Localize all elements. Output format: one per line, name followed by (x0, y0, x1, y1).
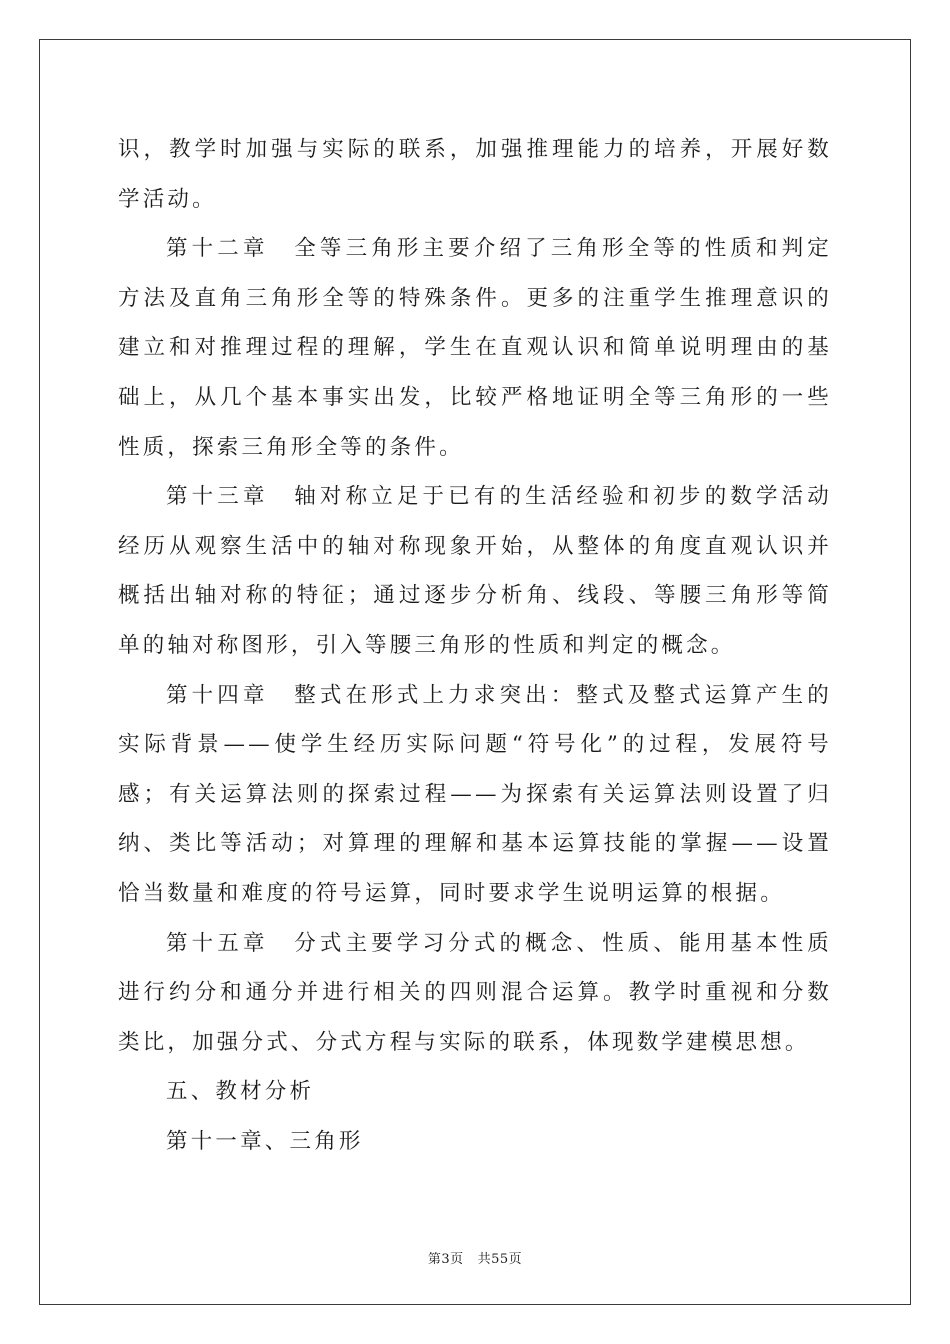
subheading-chapter-11: 第十一章、三角形 (166, 1128, 364, 1154)
paragraph-continuation: 识，教学时加强与实际的联系，加强推理能力的培养，开展好数学活动。 (118, 137, 832, 212)
paragraph-chapter-15: 第十五章 分式主要学习分式的概念、性质、能用基本性质进行约分和通分并进行相关的四则混合运算。教学时重视和分数类比，加强分式、分式方程与实际的联系，体现数学建模思想。 (118, 930, 832, 1055)
paragraph-chapter-13: 第十三章 轴对称立足于已有的生活经验和初步的数学活动经历从观察生活中的轴对称现象开始，从整体的角度直观认识并概括出轴对称的特征；通过逐步分析角、线段、等腰三角形等简单的轴对称图形，引入等腰三角形的性质和判定的概念。 (118, 484, 832, 658)
paragraph-chapter-14: 第十四章 整式在形式上力求突出：整式及整式运算产生的实际背景——使学生经历实际问题“符号化”的过程，发展符号感；有关运算法则的探索过程——为探索有关运算法则设置了归纳、类比等活动；对算理的理解和基本运算技能的掌握——设置恰当数量和难度的符号运算，同时要求学生说明运算的根据。 (118, 682, 832, 906)
section-heading-textbook-analysis: 五、教材分析 (166, 1079, 315, 1105)
page-total: 共55页 (477, 1252, 523, 1267)
document-body (118, 125, 832, 1166)
page-footer (0, 1248, 950, 1267)
paragraph-chapter-12: 第十二章 全等三角形主要介绍了三角形全等的性质和判定方法及直角三角形全等的特殊条件。更多的注重学生推理意识的建立和对推理过程的理解，学生在直观认识和简单说明理由的基础上，从几个基本事实出发，比较严格地证明全等三角形的一些性质，探索三角形全等的条件。 (118, 236, 832, 460)
page-number: 第3页 (427, 1252, 464, 1267)
